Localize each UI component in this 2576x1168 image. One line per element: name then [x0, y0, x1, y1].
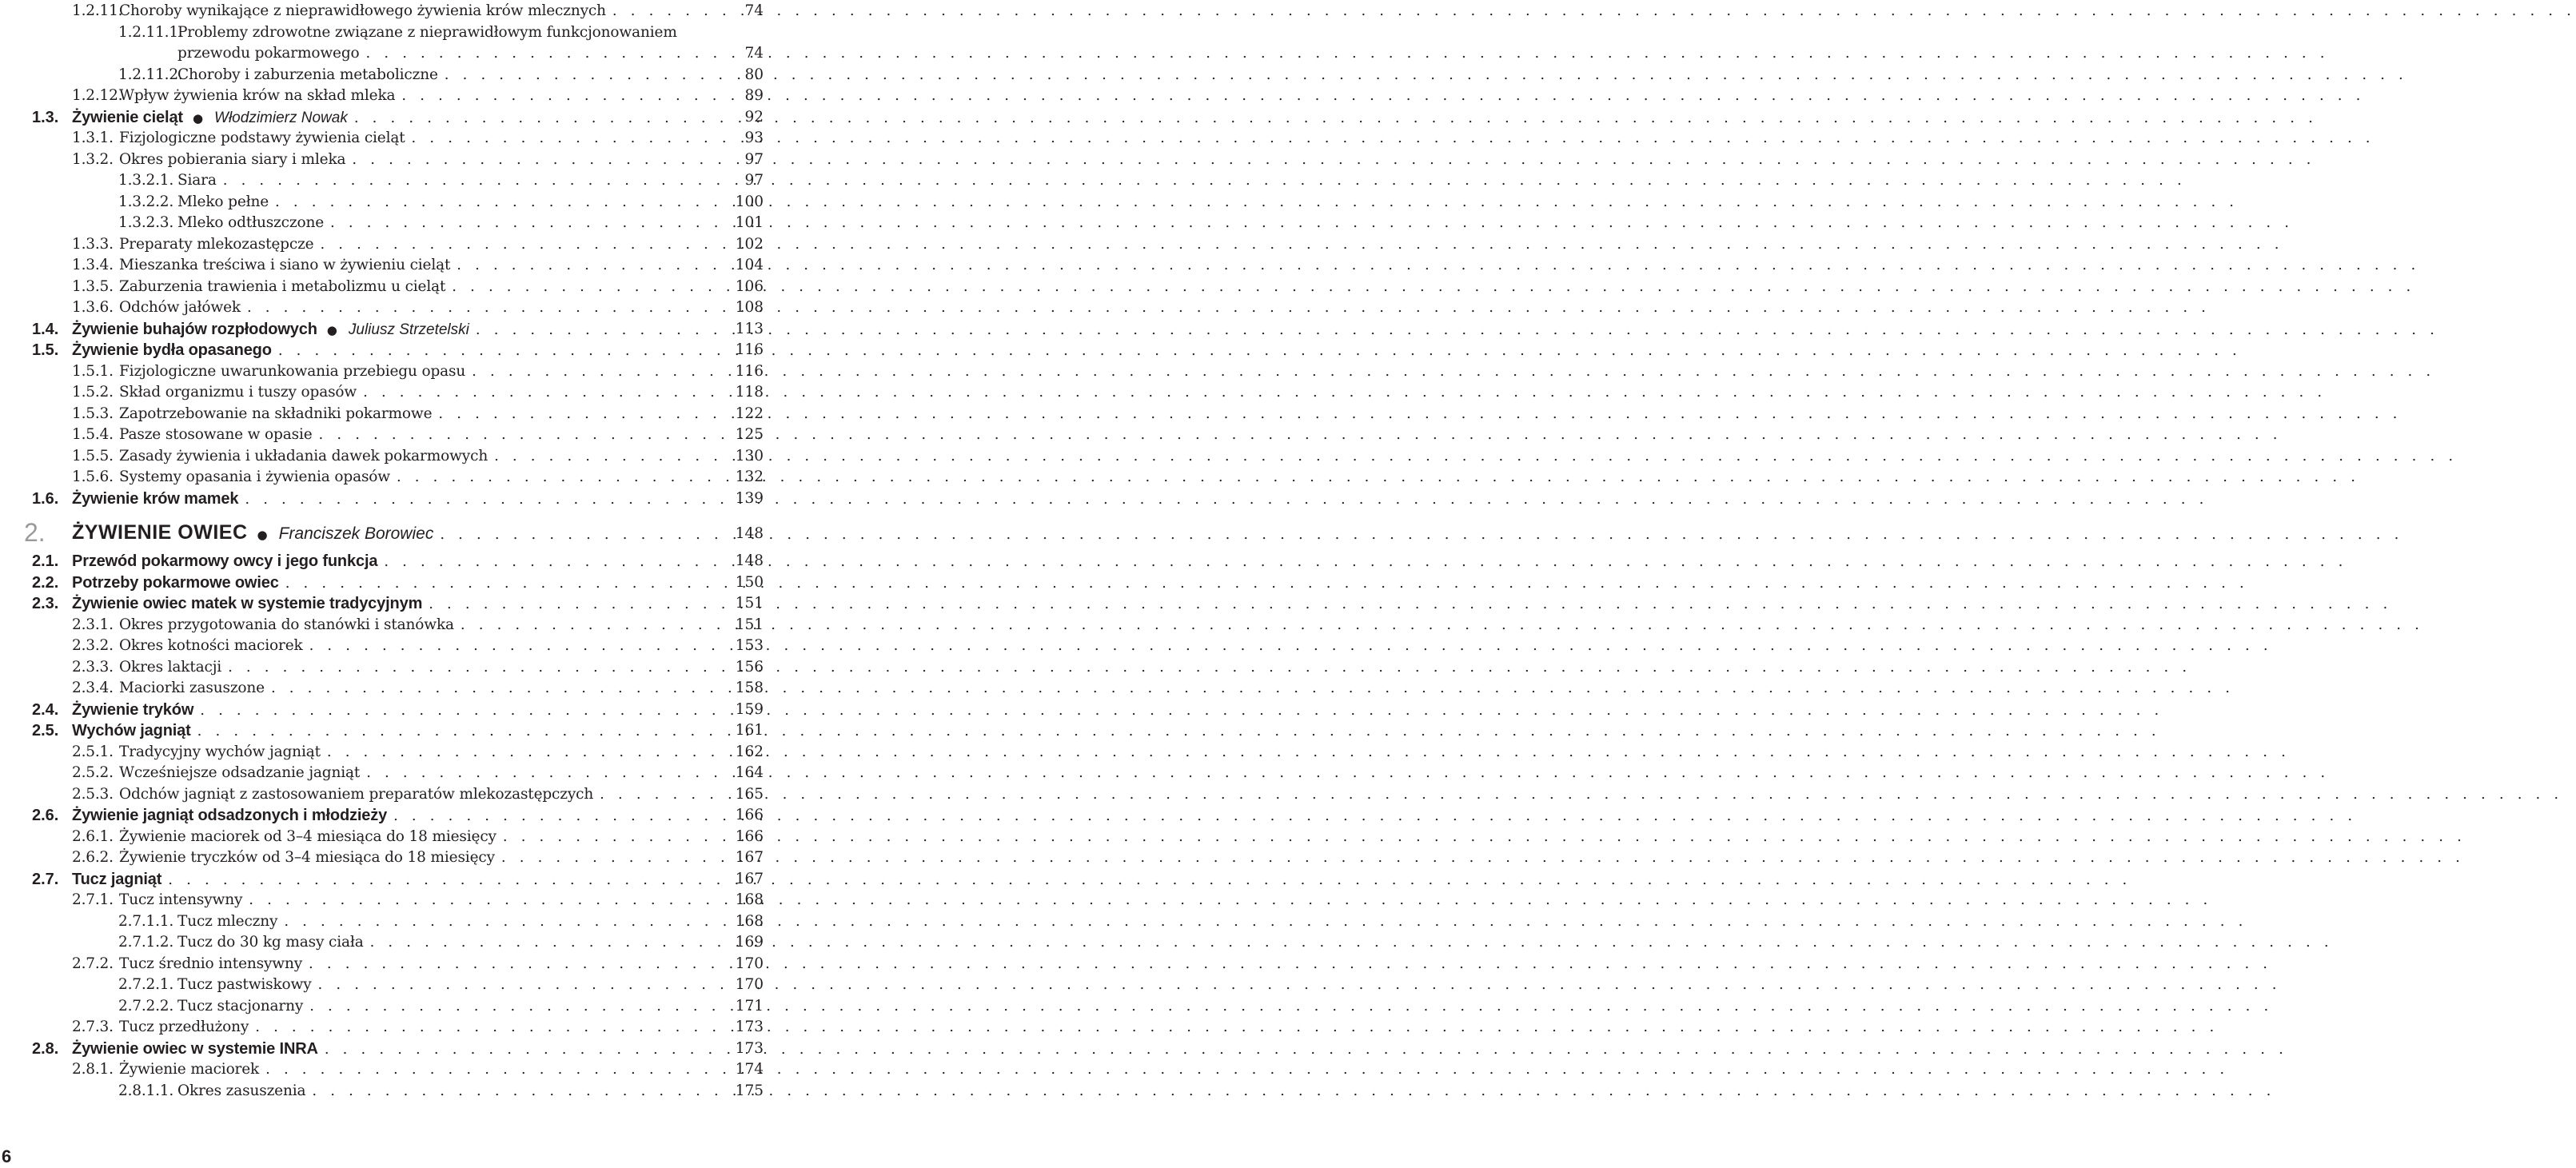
toc-entry-number: 1.2.11. [72, 2, 123, 19]
toc-entry[interactable] [0, 277, 764, 297]
toc-entry-page: 156 [735, 658, 764, 676]
toc-entry-number: 1.3. [32, 108, 59, 126]
dot-leader [469, 321, 2439, 340]
toc-entry[interactable] [0, 679, 764, 698]
toc-entry-page: 104 [735, 257, 764, 273]
toc-entry-title: Żywienie krów mamek [72, 489, 239, 508]
toc-entry[interactable] [0, 891, 764, 910]
toc-entry-page: 102 [735, 235, 764, 253]
dot-leader [357, 383, 2327, 402]
toc-entry-number: 2.6.2. [72, 849, 114, 866]
toc-entry-page: 151 [735, 616, 764, 633]
toc-entry[interactable] [0, 785, 764, 804]
toc-entry-page: 125 [735, 426, 764, 443]
toc-entry-title: Odchów jagniąt z zastosowaniem preparatów mlekozastępczych [119, 785, 594, 803]
toc-entry[interactable] [0, 44, 764, 63]
toc-entry-title: Żywienie owiec matek w systemie tradycyjnym [72, 595, 423, 612]
toc-entry[interactable] [0, 171, 764, 190]
toc-entry[interactable] [0, 66, 764, 85]
dot-leader [313, 425, 2283, 444]
toc-entry[interactable] [0, 763, 764, 783]
toc-entry-page: 148 [735, 525, 764, 542]
toc-entry-page: 159 [735, 700, 764, 718]
toc-entry-page: 170 [735, 976, 764, 993]
toc-entry-title: Tradycyjny wychów jagniąt [119, 743, 321, 760]
toc-entry-number: 2.7.1.2. [118, 934, 174, 951]
toc-entry-number: 2.5. [32, 722, 59, 739]
dot-leader [269, 193, 2239, 212]
toc-entry[interactable] [0, 108, 764, 127]
dot-leader [238, 490, 2208, 509]
dot-leader [241, 298, 2211, 317]
dot-leader [242, 891, 2212, 910]
toc-entry-page: 167 [735, 870, 764, 887]
dot-leader [377, 552, 2347, 572]
dot-leader [405, 129, 2375, 148]
toc-entry-title: Tucz stacjonarny [177, 997, 304, 1015]
toc-entry-page: 80 [744, 66, 764, 83]
toc-entry[interactable] [0, 636, 764, 656]
toc-entry[interactable] [0, 1039, 764, 1058]
toc-entry[interactable] [0, 997, 764, 1016]
dot-leader [321, 743, 2291, 762]
toc-entry-title: Mleko pełne [177, 193, 269, 210]
dot-leader [303, 636, 2273, 656]
toc-entry-number: 1.5. [32, 341, 59, 359]
toc-entry-page: 162 [735, 743, 764, 760]
toc-entry-page: 122 [735, 405, 764, 422]
toc-entry-page: 74 [744, 45, 764, 62]
toc-entry-page: 175 [735, 1082, 764, 1099]
dot-leader [488, 447, 2458, 466]
dot-leader [593, 785, 2563, 804]
toc-entry-page: 116 [735, 362, 764, 380]
dot-leader [249, 1018, 2219, 1037]
toc-entry[interactable] [0, 362, 764, 381]
toc-entry[interactable] [0, 573, 764, 592]
toc-entry-title: Zasady żywienia i układania dawek pokarmowych [119, 447, 488, 464]
toc-entry-title: Odchów jałówek [119, 299, 241, 316]
toc-entry-title: Żywienie bydła opasanego [72, 341, 272, 359]
toc-entry-number: 1.5.3. [72, 405, 114, 422]
toc-entry[interactable] [0, 298, 764, 317]
toc-entry-number: 1.3.5. [72, 277, 114, 295]
toc-entry-page: 173 [735, 1019, 764, 1035]
toc-entry-title: Żywienie buhajów rozpłodowych [72, 320, 317, 338]
toc-entry-page: 74 [744, 2, 764, 19]
toc-entry[interactable] [0, 468, 764, 487]
toc-entry-number: 1.5.4. [72, 426, 114, 443]
toc-entry[interactable] [0, 489, 764, 508]
toc-entry-title: Potrzeby pokarmowe owiec [72, 573, 279, 592]
toc-entry-title: ŻYWIENIE OWIEC [72, 521, 248, 544]
toc-entry-page: 106 [735, 277, 764, 295]
toc-entry-page: 118 [735, 384, 764, 401]
toc-entry-number: 2.3. [32, 595, 59, 612]
toc-entry-number: 2.8. [32, 1039, 59, 1058]
toc-entry-page: 169 [735, 934, 764, 951]
toc-entry-title: Żywienie jagniąt odsadzonych i młodzieży [72, 807, 388, 824]
toc-entry-number: 2.3.1. [72, 616, 114, 633]
toc-entry-title: Tucz przedłużony [119, 1019, 249, 1035]
toc-entry-title: Choroby wynikające z nieprawidłowego żywienia krów mlecznych [119, 2, 606, 19]
toc-entry-page: 150 [735, 573, 764, 591]
toc-entry[interactable] [0, 213, 764, 233]
toc-entry-page: 164 [735, 764, 764, 781]
toc-entry[interactable] [0, 235, 764, 254]
toc-entry-author: Włodzimierz Nowak [214, 109, 348, 126]
toc-entry-number: 2.2. [32, 573, 59, 592]
toc-entry-number: 2.6. [32, 807, 59, 824]
toc-entry-title: Żywienie maciorek od 3–4 miesiąca do 18 miesięcy [119, 827, 496, 845]
toc-entry-title: Maciorki zasuszone [119, 680, 265, 696]
toc-entry[interactable] [0, 552, 764, 571]
toc-entry-number: 2.8.1.1. [118, 1082, 174, 1099]
toc-entry-number: 2.7.2.2. [118, 997, 174, 1015]
toc-entry[interactable] [0, 518, 764, 547]
toc-entry-page: 148 [735, 552, 764, 569]
toc-entry-number: 2.7.1.1. [118, 912, 174, 930]
toc-entry-number: 1.2.12. [72, 87, 123, 104]
toc-entry-page: 132 [735, 468, 764, 485]
toc-entry-title: Przewód pokarmowy owcy i jego funkcja [72, 552, 378, 570]
toc-entry-title: Zapotrzebowanie na składniki pokarmowe [119, 405, 433, 422]
toc-entry-page: 158 [735, 680, 764, 696]
toc-entry-number: 2.5.1. [72, 743, 114, 760]
dot-leader [345, 150, 2315, 169]
toc-entry-title: Systemy opasania i żywienia opasów [119, 468, 390, 485]
dot-leader [191, 722, 2161, 741]
toc-entry-number: 2.7. [32, 870, 59, 888]
toc-entry-title: Problemy zdrowotne związane z nieprawidłowym funkcjonowaniem [177, 23, 677, 41]
toc-entry-page: 173 [735, 1039, 764, 1057]
dot-leader [161, 871, 2131, 890]
dot-leader [360, 763, 2330, 783]
toc-entry-number: 1.3.1. [72, 130, 114, 146]
toc-entry-title: Preparaty mlekozastępcze [119, 235, 314, 253]
toc-entry[interactable] [0, 933, 764, 952]
toc-entry-number: 1.5.1. [72, 362, 114, 380]
toc-entry-page: 161 [735, 722, 764, 739]
toc-entry-title: Choroby i zaburzenia metaboliczne [177, 66, 438, 83]
toc-entry-number: 1.3.3. [72, 235, 114, 253]
dot-leader [606, 2, 2576, 21]
toc-entry-title: Fizjologiczne podstawy żywienia cieląt [119, 130, 405, 146]
toc-entry-page: 113 [735, 320, 764, 337]
toc-entry-author: Franciszek Borowiec [278, 524, 434, 543]
toc-entry-number: 2.3.3. [72, 658, 114, 676]
toc-entry-title: Wychów jagniąt [72, 722, 191, 739]
toc-entry-page: 97 [744, 150, 764, 168]
toc-entry-page: 167 [735, 849, 764, 866]
toc-entry-page: 153 [735, 637, 764, 654]
toc-entry-page: 93 [744, 130, 764, 146]
toc-entry-title: Żywienie owiec w systemie INRA [72, 1039, 318, 1058]
dot-leader [496, 827, 2466, 847]
bullet-separator-icon: ● [192, 110, 204, 126]
toc-entry-number: 2.7.1. [72, 891, 114, 908]
toc-entry-page: 168 [735, 891, 764, 908]
toc-entry-title: Mieszanka treściwa i siano w żywieniu cieląt [119, 257, 451, 273]
toc-entry-title: Tucz średnio intensywny [119, 955, 303, 972]
page-number: 6 [2, 1146, 12, 1166]
dot-leader [324, 213, 2294, 233]
toc-entry[interactable] [0, 86, 764, 106]
toc-entry-page: 108 [735, 299, 764, 316]
bullet-separator-icon: ● [257, 528, 268, 542]
toc-entry[interactable] [0, 975, 764, 995]
toc-entry[interactable] [0, 616, 764, 635]
toc-entry-page: 92 [744, 108, 764, 126]
toc-entry-page: 100 [735, 193, 764, 210]
toc-entry-page: 89 [744, 87, 764, 104]
toc-entry[interactable] [0, 848, 764, 867]
dot-leader [390, 468, 2360, 487]
dot-leader [348, 109, 2318, 128]
toc-entry-number: 1.2.11.2. [118, 66, 183, 83]
toc-entry[interactable] [0, 405, 764, 424]
dot-leader [265, 679, 2235, 698]
toc-entry-number: 2.5.2. [72, 764, 114, 781]
toc-entry-title: Okres zasuszenia [177, 1082, 306, 1099]
dot-leader [272, 341, 2242, 361]
toc-entry-title: Tucz pastwiskowy [177, 976, 312, 993]
toc-entry[interactable] [0, 256, 764, 275]
toc-entry-page: 168 [735, 912, 764, 930]
dot-leader [221, 658, 2191, 677]
toc-entry-number: 2.5.3. [72, 785, 114, 803]
toc-entry[interactable] [0, 1082, 764, 1101]
toc-entry[interactable] [0, 806, 764, 825]
toc-entry-number: 2.6.1. [72, 827, 114, 845]
toc-entry[interactable] [0, 700, 764, 720]
toc-entry[interactable] [0, 383, 764, 402]
toc-entry-number: 1.3.4. [72, 257, 114, 273]
toc-entry[interactable] [0, 594, 764, 613]
chapter-number: 2. [24, 518, 46, 547]
toc-entry-number: 2.7.3. [72, 1019, 114, 1035]
toc-entry-page: 166 [735, 807, 764, 823]
toc-entry-title: Okres przygotowania do stanówki i stanówka [119, 616, 454, 633]
toc-entry-title: Pasze stosowane w opasie [119, 426, 313, 443]
toc-entry-page: 130 [735, 447, 764, 464]
toc-entry-number: 1.3.2.1. [118, 172, 174, 189]
toc-entry[interactable] [0, 23, 764, 42]
toc-entry-page: 165 [735, 785, 764, 803]
toc-entry-number: 2.8.1. [72, 1061, 114, 1078]
toc-entry-title: Tucz jagniąt [72, 870, 162, 888]
toc-entry[interactable] [0, 1018, 764, 1037]
toc-entry[interactable] [0, 129, 764, 148]
dot-leader [279, 574, 2249, 593]
toc-entry-page: 97 [744, 172, 764, 189]
toc-entry-number: 1.5.6. [72, 468, 114, 485]
toc-entry[interactable] [0, 658, 764, 677]
dot-leader [277, 912, 2247, 931]
toc-entry-page: 151 [735, 595, 764, 612]
dot-leader [364, 933, 2334, 952]
toc-entry-title: Wpływ żywienia krów na skład mleka [119, 87, 396, 104]
toc-entry[interactable] [0, 193, 764, 212]
toc-entry-title: Mleko odtłuszczone [177, 214, 325, 231]
toc-entry-number: 1.3.2.2. [118, 193, 174, 210]
toc-entry-title: Żywienie maciorek [119, 1061, 260, 1078]
toc-entry-page: 171 [735, 997, 764, 1015]
toc-entry-number: 1.2.11.1. [118, 23, 183, 41]
dot-leader [318, 1040, 2288, 1059]
toc-entry[interactable] [0, 870, 764, 889]
dot-leader [495, 848, 2465, 867]
toc-entry[interactable] [0, 341, 764, 360]
toc-entry-page: 174 [735, 1061, 764, 1078]
toc-entry[interactable] [0, 827, 764, 847]
dot-leader [193, 701, 2163, 720]
dot-leader [312, 975, 2282, 995]
toc-entry-title: Fizjologiczne uwarunkowania przebiegu opasu [119, 362, 466, 380]
toc-entry-title: przewodu pokarmowego [177, 45, 360, 62]
toc-entry-page: 166 [735, 827, 764, 845]
toc-entry-author: Juliusz Strzetelski [348, 321, 469, 338]
dot-leader [395, 86, 2365, 106]
toc-entry-number: 1.3.6. [72, 299, 114, 316]
toc-entry-title: Wcześniejsze odsadzanie jagniąt [119, 764, 361, 781]
toc-entry-title: Okres kotności maciorek [119, 637, 303, 654]
toc-entry[interactable] [0, 320, 764, 339]
bullet-separator-icon: ● [326, 322, 337, 337]
toc-entry[interactable] [0, 150, 764, 169]
toc-entry-number: 2.3.2. [72, 637, 114, 654]
toc-entry-number: 2.4. [32, 700, 59, 719]
dot-leader [360, 44, 2330, 63]
toc-entry[interactable] [0, 955, 764, 974]
toc-entry-title: Tucz mleczny [177, 912, 278, 930]
toc-entry-number: 1.5.2. [72, 384, 114, 401]
toc-entry-page: 170 [735, 955, 764, 972]
toc-entry-number: 2.3.4. [72, 680, 114, 696]
toc-entry-title: Skład organizmu i tuszy opasów [119, 384, 357, 401]
toc-entry-number: 2.7.2. [72, 955, 114, 972]
dot-leader [302, 955, 2272, 974]
toc-entry-number: 1.5.5. [72, 447, 114, 464]
toc-entry-title: Tucz intensywny [119, 891, 243, 908]
toc-entry[interactable] [0, 1060, 764, 1079]
toc-entry-page: 139 [735, 489, 764, 507]
toc-entry[interactable] [0, 743, 764, 762]
toc-entry-title: Siara [177, 172, 217, 189]
toc-entry[interactable] [0, 447, 764, 466]
toc-entry-number: 1.6. [32, 489, 59, 508]
dot-leader [303, 997, 2273, 1016]
toc-entry-number: 2.1. [32, 552, 59, 570]
toc-entry[interactable] [0, 721, 764, 740]
toc-entry-title: Żywienie tryków [72, 700, 194, 719]
toc-entry-title: Okres laktacji [119, 658, 222, 676]
toc-entry[interactable] [0, 425, 764, 444]
toc-entry-title: Okres pobierania siary i mleka [119, 150, 346, 168]
toc-entry-number: 2.7.2.1. [118, 976, 174, 993]
toc-entry-page: 116 [735, 341, 764, 358]
toc-entry-title: Żywienie tryczków od 3–4 miesiąca do 18 miesięcy [119, 849, 495, 866]
toc-entry-number: 1.4. [32, 320, 59, 338]
dot-leader [217, 171, 2187, 190]
toc-entry[interactable] [0, 2, 764, 21]
dot-leader [313, 235, 2283, 254]
dot-leader [387, 807, 2357, 826]
toc-entry-title: Tucz do 30 kg masy ciała [177, 934, 364, 951]
dot-leader [259, 1060, 2229, 1079]
toc-entry-page: 101 [735, 214, 764, 231]
toc-entry-title: Zaburzenia trawienia i metabolizmu u cieląt [119, 277, 446, 295]
dot-leader [305, 1082, 2275, 1101]
toc-entry-title: Żywienie cieląt [72, 108, 183, 126]
toc-entry-number: 1.3.2.3. [118, 214, 174, 231]
toc-entry-number: 1.3.2. [72, 150, 114, 168]
toc-entry[interactable] [0, 912, 764, 931]
